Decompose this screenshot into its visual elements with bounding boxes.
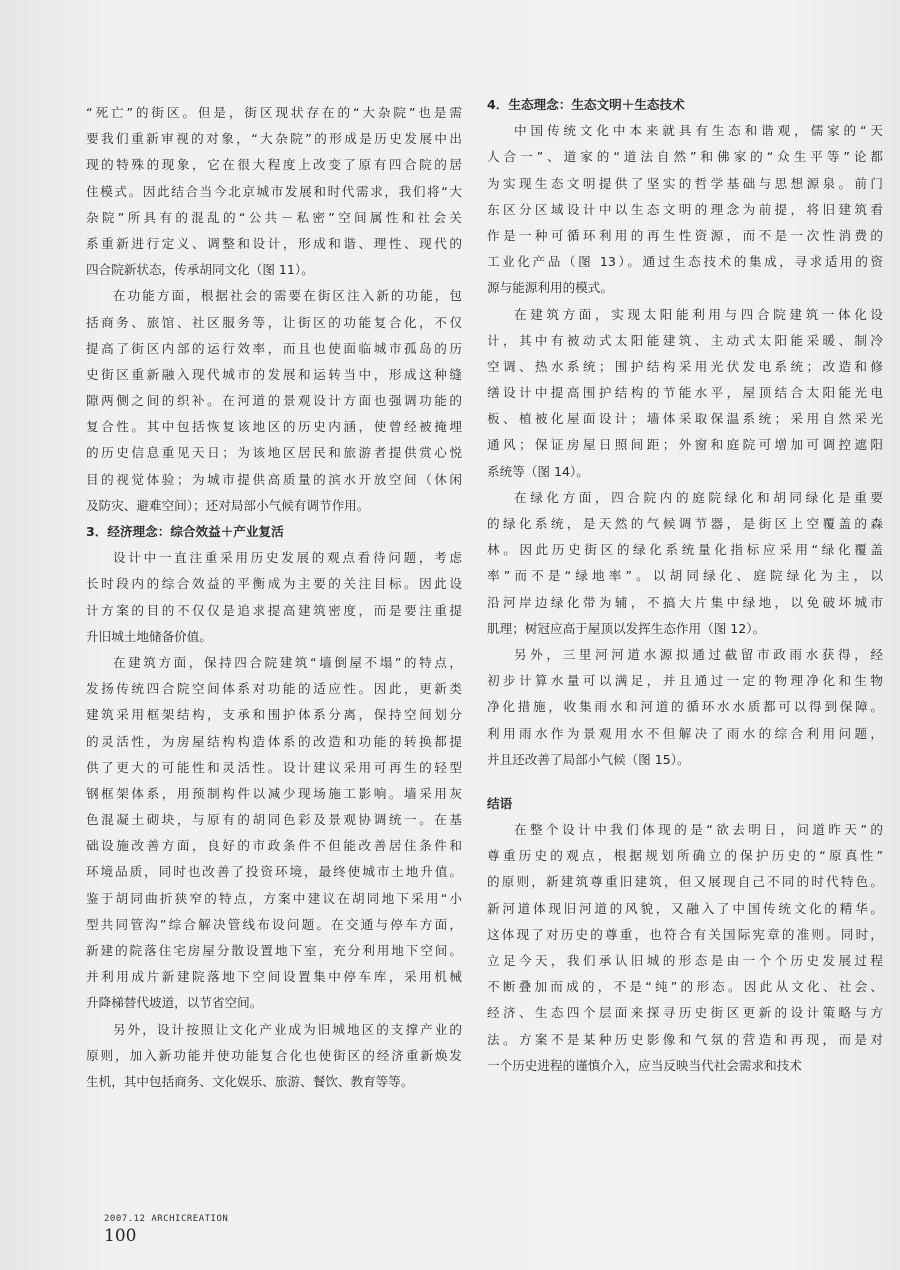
section-heading-economy: 3．经济理念：综合效益＋产业复活 [86,524,284,539]
text-line: 要我们重新审视的对象，“大杂院”的形成是历史发展中出 [86,131,462,147]
text-line: 利用雨水作为景观用水不但解决了雨水的综合利用问题， [487,725,883,741]
text-line: 净化措施，收集雨水和河道的循环水水质都可以得到保障。 [487,699,883,715]
text-line: 钢框架体系，用预制构件以减少现场施工影响。墙采用灰 [86,785,462,801]
text-line: 的历史信息重见天日；为该地区居民和旅游者提供赏心悦 [86,445,462,461]
text-line: 人合一”、道家的“道法自然”和佛家的“众生平等”论都 [487,149,883,165]
text-line: 原则，加入新功能并使功能复合化也使街区的经济重新焕发 [86,1047,462,1063]
paragraph-economy-intro [86,545,462,650]
text-line: 杂院”所具有的混乱的“公共－私密”空间属性和社会关 [86,209,462,225]
paragraph-greening [487,485,883,642]
text-line: 新河道体现旧河道的风貌，又融入了中国传统文化的精华。 [487,900,883,916]
text-line: 供了更大的可能性和灵活性。设计建议采用可再生的轻型 [86,759,462,775]
text-line: 初步计算水量可以满足，并且通过一定的物理净化和生物 [487,673,883,689]
section-heading-ecology: 4．生态理念：生态文明＋生态技术 [487,97,685,112]
paragraph-architecture [86,650,462,1017]
text-line: 升旧城土地储备价值。 [86,628,212,644]
text-line: 括商务、旅馆、社区服务等，让街区的功能复合化，不仅 [86,314,462,330]
section-gap [487,773,883,791]
text-line: 计，其中有被动式太阳能建筑、主动式太阳能采暖、制冷 [487,332,883,348]
text-line: 的原则，新建筑尊重旧建筑，但又展现自己不同的时代特色。 [487,874,883,890]
text-line: 在绿化方面，四合院内的庭院绿化和胡同绿化是重要 [514,489,883,505]
text-line: 东区分区域设计中以生态文明的理念为前提，将旧建筑看 [487,201,883,217]
paragraph-continued [86,100,462,283]
text-line: 发扬传统四合院空间体系对功能的适应性。因此，更新类 [86,681,462,697]
text-line: 通风；保证房屋日照间距；外窗和庭院可增加可调控遮阳 [487,437,883,453]
text-line: 目的视觉体验；为城市提供高质量的滨水开放空间（休闲 [86,471,462,487]
text-line: 系重新进行定义、调整和设计，形成和谐、理性、现代的 [86,235,462,251]
issue-label: 2007.12 ARCHICREATION [104,1214,229,1224]
text-line: 在建筑方面，实现太阳能利用与四合院建筑一体化设 [514,306,883,322]
paragraph-solar [487,302,883,485]
text-line: 鉴于胡同曲折狭窄的特点，方案中建议在胡同地下采用“小 [86,890,462,906]
text-line: 肌理；树冠应高于屋顶以发挥生态作用（图 12）。 [487,620,766,636]
text-line: 设计中一直注重采用历史发展的观点看待问题，考虑 [113,550,462,566]
text-line: 系统等（图 14）。 [487,463,589,479]
text-line: 的灵活性，为房屋结构构造体系的改造和功能的转换都提 [86,733,462,749]
text-line: 立足今天，我们承认旧城的形态是由一个个历史发展过程 [487,953,883,968]
text-line: 建筑采用框架结构，支承和围护体系分离，保持空间划分 [86,707,462,723]
text-line: 础设施改善方面，良好的市政条件不但能改善居住条件和 [86,838,462,854]
text-line: 中国传统文化中本来就具有生态和谐观，儒家的“天 [514,123,883,139]
text-line: “死亡”的街区。但是，街区现状存在的“大杂院”也是需 [86,105,462,120]
page-number: 100 [104,1226,137,1246]
text-line: 林。因此历史街区的绿化系统量化指标应采用“绿化覆盖 [487,542,883,558]
text-line: 作是一种可循环利用的再生性资源，而不是一次性消费的 [487,227,883,243]
text-line: 板、植被化屋面设计；墙体采取保温系统；采用自然采光 [487,411,883,427]
text-line: 经济、生态四个层面来探寻历史街区更新的设计策略与方 [487,1005,883,1021]
text-line: 新建的院落住宅房屋分散设置地下室，充分利用地下空间。 [86,943,462,958]
text-line: 另外，设计按照让文化产业成为旧城地区的支撑产业的 [113,1021,462,1037]
text-line: 这体现了对历史的尊重，也符合有关国际宪章的准则。同时， [487,926,883,942]
text-line: 及防灾、避难空间）；还对局部小气候有调节作用。 [86,497,370,513]
text-line: 法。方案不是某种历史影像和气氛的营造和再现，而是对 [487,1031,883,1047]
text-line: 史街区重新融入现代城市的发展和运转当中，形成这种缝 [86,366,462,382]
right-column [487,92,883,1079]
paragraph-rainwater [487,642,883,773]
text-line: 源与能源利用的模式。 [487,280,613,296]
text-line: 并利用成片新建院落地下空间设置集中停车库，采用机械 [86,969,462,985]
section-heading-conclusion: 结语 [487,795,513,811]
text-line: 尊重历史的观点，根据规划所确立的保护历史的“原真性” [487,848,883,864]
paragraph-conclusion [487,817,883,1079]
text-line: 在整个设计中我们体现的是“欲去明日，问道昨天”的 [514,822,883,838]
text-line: 型共同管沟”综合解决管线布设问题。在交通与停车方面， [86,916,462,932]
text-line: 在建筑方面，保持四合院建筑“墙倒屋不塌”的特点， [113,654,462,670]
left-column [86,100,462,1095]
text-line: 工业化产品（图 13）。通过生态技术的集成，寻求适用的资 [487,254,883,270]
text-line: 率”而不是“绿地率”。以胡同绿化、庭院绿化为主，以 [487,568,883,584]
text-line: 为实现生态文明提供了坚实的哲学基础与思想源泉。前门 [487,175,883,191]
text-line: 隙两侧之间的织补。在河道的景观设计方面也强调功能的 [86,393,462,409]
text-line: 缮设计中提高围护结构的节能水平，屋顶结合太阳能光电 [487,385,883,401]
text-line: 生机，其中包括商务、文化娱乐、旅游、餐饮、教育等等。 [86,1073,414,1089]
text-line: 现的特殊的现象，它在很大程度上改变了原有四合院的居 [86,157,462,173]
text-line: 不断叠加而成的，不是“纯”的形态。因此从文化、社会、 [487,979,883,995]
text-line: 提高了街区内部的运行效率，而且也使面临城市孤岛的历 [86,340,462,356]
text-line: 的绿化系统，是天然的气候调节器，是街区上空覆盖的森 [487,516,883,531]
text-line: 并且还改善了局部小气候（图 15）。 [487,751,690,767]
paragraph-culture-industry [86,1017,462,1096]
text-line: 空调、热水系统；围护结构采用光伏发电系统；改造和修 [487,358,883,374]
text-line: 沿河岸边绿化带为辅，不搞大片集中绿地，以免破坏城市 [487,594,883,610]
paragraph-function [86,283,462,519]
text-line: 色混凝土砌块，与原有的胡同色彩及景观协调统一。在基 [86,812,462,828]
paragraph-ecology-intro [487,118,883,301]
text-line: 一个历史进程的谨慎介入，应当反映当代社会需求和技术 [487,1057,802,1073]
text-line: 住模式。因此结合当今北京城市发展和时代需求，我们将“大 [86,183,462,199]
text-line: 升降梯替代坡道，以节省空间。 [86,995,263,1011]
text-line: 计方案的目的不仅仅是追求提高建筑密度，而是要注重提 [86,602,462,618]
text-line: 长时段内的综合效益的平衡成为主要的关注目标。因此设 [86,576,462,592]
text-line: 另外，三里河河道水源拟通过截留市政雨水获得，经 [514,646,883,662]
text-line: 四合院新状态，传承胡同文化（图 11）。 [86,262,314,278]
text-line: 环境品质，同时也改善了投资环境，最终使城市土地升值。 [86,864,462,880]
text-line: 在功能方面，根据社会的需要在街区注入新的功能，包 [113,288,462,304]
text-line: 复合性。其中包括恢复该地区的历史内涵，使曾经被掩埋 [86,419,462,435]
